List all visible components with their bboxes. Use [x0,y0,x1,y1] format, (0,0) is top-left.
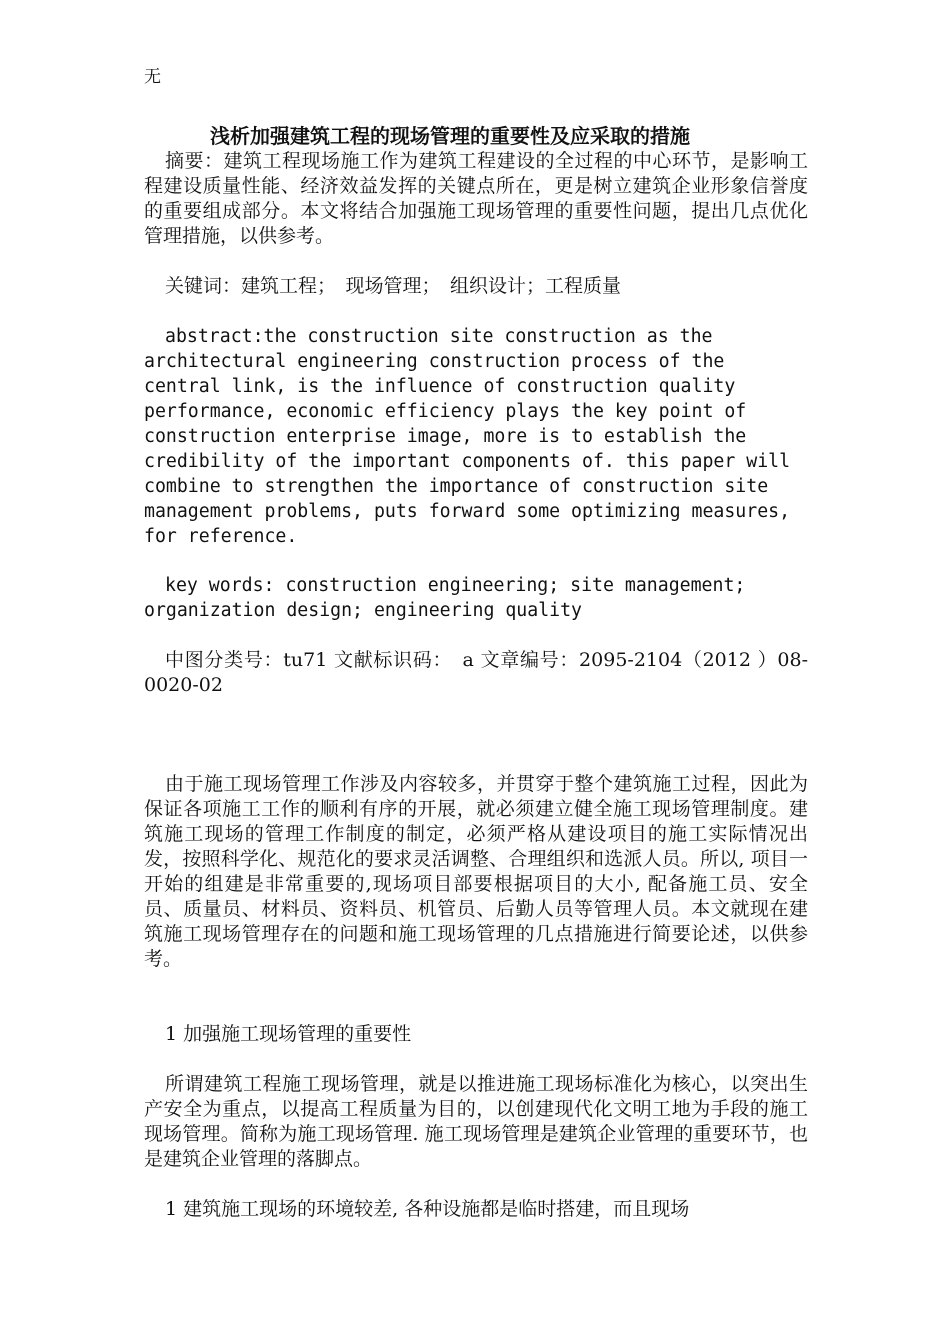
body-paragraph: 所谓建筑工程施工现场管理，就是以推进施工现场标准化为核心，以突出生产安全为重点，以提高工程质量为目的，以创建现代化文明工地为手段的施工现场管理。简称为施工现场管理. 施工现场管理是建筑企业管理的重要环节，也是建筑企业管理的落脚点。 [144,1073,808,1170]
keywords-cn: 关键词：建筑工程； 现场管理； 组织设计；工程质量 [165,275,622,297]
list-paragraph: 1 建筑施工现场的环境较差, 各种设施都是临时搭建，而且现场 [165,1198,690,1220]
header-mark: 无 [144,67,161,87]
abstract-cn: 摘要：建筑工程现场施工作为建筑工程建设的全过程的中心环节，是影响工程建设质量性能、经济效益发挥的关键点所在，更是树立建筑企业形象信誉度的重要组成部分。本文将结合加强施工现场管理的重要性问题，提出几点优化管理措施，以供参考。 [144,150,808,247]
abstract-en: abstract:the construction site construction as the architectural engineering construction process of the central link, is the influence of construction quality performance, economic efficiency plays the key point of construction enterprise image, more is to establish the credibility of the important components of. this paper will combine to strengthen the importance of construction site management problems, puts forward some optimizing measures, for reference. [144,326,791,547]
classification-info: 中图分类号：tu71 文献标识码： a 文章编号：2095-2104（2012 ）08-0020-02 [144,649,808,696]
article-title: 浅析加强建筑工程的现场管理的重要性及应采取的措施 [210,124,690,148]
keywords-en: key words: construction engineering; site management; organization design; engineering quality [144,575,746,621]
section-heading: 1 加强施工现场管理的重要性 [165,1023,412,1045]
intro-paragraph: 由于施工现场管理工作涉及内容较多，并贯穿于整个建筑施工过程，因此为保证各项施工工作的顺利有序的开展，就必须建立健全施工现场管理制度。建筑施工现场的管理工作制度的制定，必须严格从建设项目的施工实际情况出发，按照科学化、规范化的要求灵活调整、合理组织和选派人员。所以, 项目一开始的组建是非常重要的,现场项目部要根据项目的大小, 配备施工员、安全员、质量员、材料员、资料员、机管员、后勤人员等管理人员。本文就现在建筑施工现场管理存在的问题和施工现场管理的几点措施进行简要论述，以供参考。 [144,773,808,970]
